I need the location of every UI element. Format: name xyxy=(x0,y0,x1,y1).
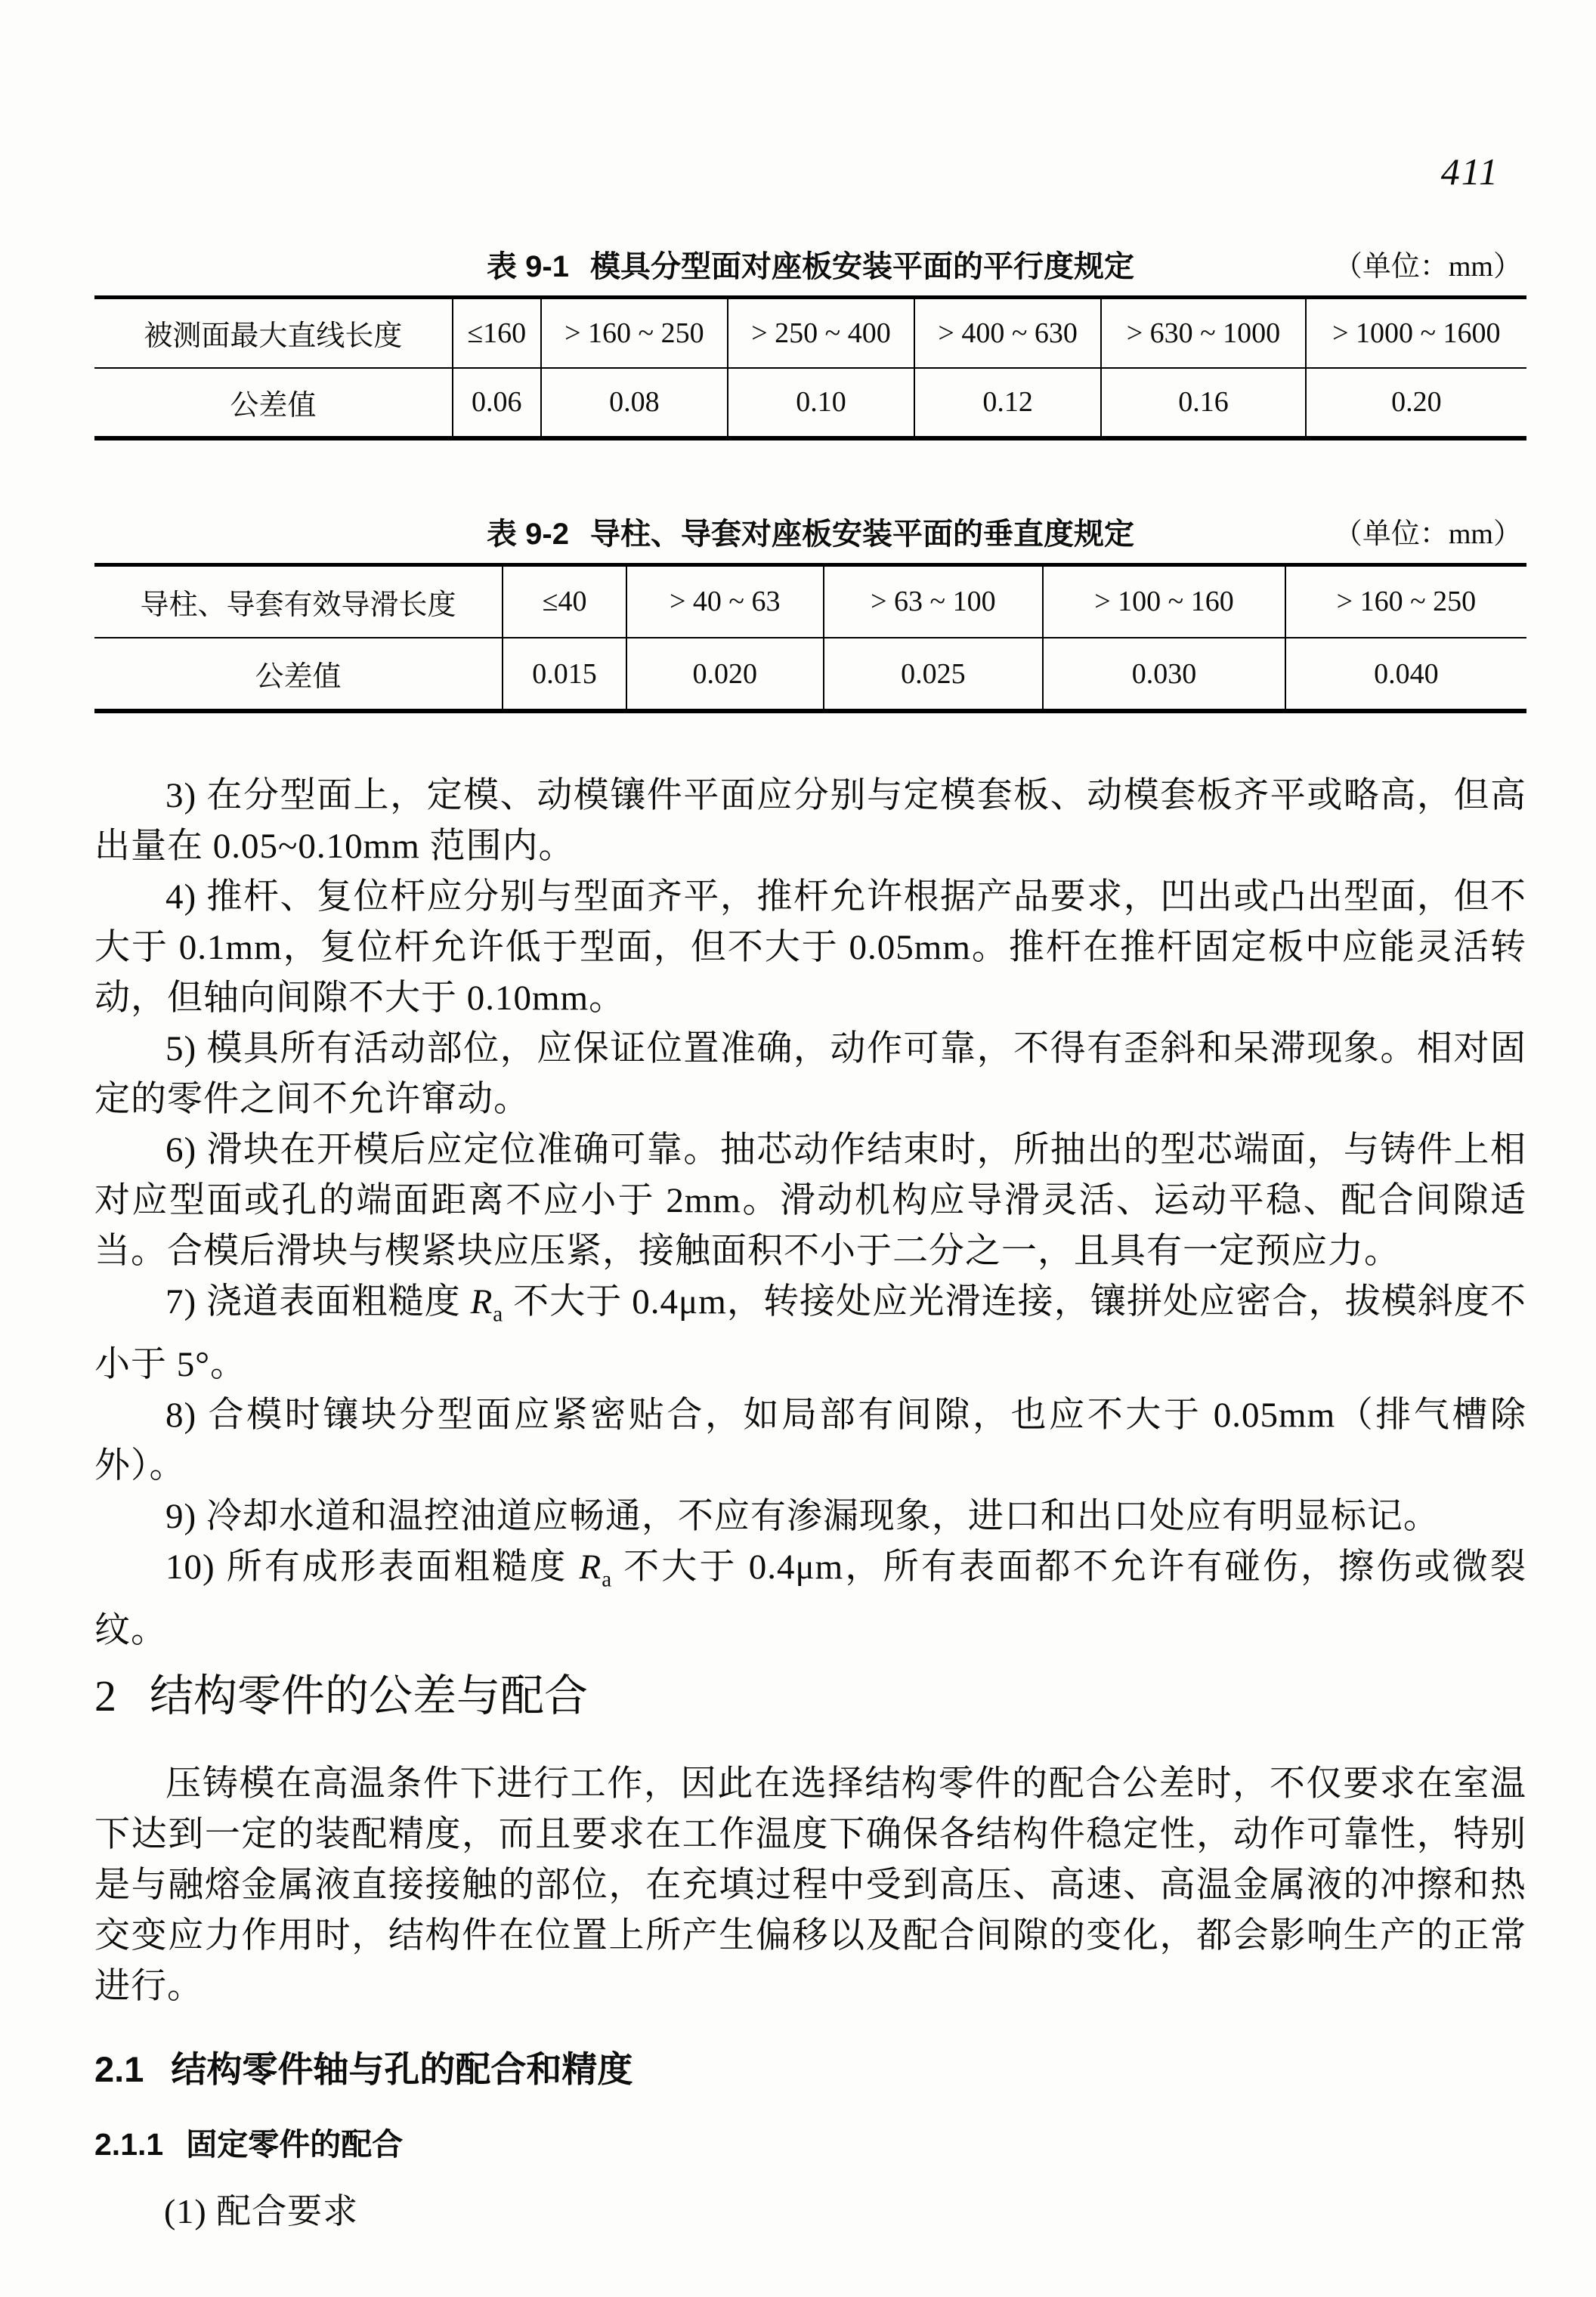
roughness-symbol: R xyxy=(579,1547,602,1587)
text-segment: 7) 浇道表面粗糙度 xyxy=(165,1282,471,1322)
section-title: 结构零件的公差与配合 xyxy=(150,1671,589,1720)
table-cell: 0.16 xyxy=(1101,368,1305,438)
table-cell: 0.20 xyxy=(1306,368,1526,438)
spacer xyxy=(94,713,1526,771)
table-cell: 导柱、导套有效导滑长度 xyxy=(94,564,503,638)
table-cell: > 630 ~ 1000 xyxy=(1101,298,1305,368)
paragraph-item-8: 8) 合模时镶块分型面应紧密贴合，如局部有间隙，也应不大于 0.05mm（排气槽除外）。 xyxy=(94,1396,1527,1486)
table-row xyxy=(94,638,1526,711)
page-content xyxy=(94,246,1526,2234)
table-cell: > 40 ~ 63 xyxy=(626,564,824,638)
paragraph-item-3: 3) 在分型面上，定模、动模镶件平面应分别与定模套板、动模套板齐平或略高，但高出量在 0.05~0.10mm 范围内。 xyxy=(94,776,1526,866)
table-cell: 公差值 xyxy=(230,389,317,422)
intro-paragraph: 压铸模在高温条件下进行工作，因此在选择结构零件的配合公差时，不仅要求在室温下达到一定的装配精度，而且要求在工作温度下确保各结构件稳定性，动作可靠性，特别是与融熔金属液直接接触的部位，在充填过程中受到高压、高速、高温金属液的冲擦和热交变应力作用时，结构件在位置上所产生偏移以及配合间隙的变化，都会影响生产的正常进行。 xyxy=(94,1764,1526,2006)
table-cell: > 400 ~ 630 xyxy=(914,298,1101,368)
section-number: 2.1 xyxy=(94,2048,144,2089)
paragraph-item-7 xyxy=(94,1277,1526,1390)
table-unit-note: （单位：mm） xyxy=(1333,251,1522,283)
table-9-1 xyxy=(94,295,1526,441)
spacer xyxy=(94,441,1526,513)
roughness-subscript: a xyxy=(602,1567,613,1592)
section-number: 2 xyxy=(94,1671,116,1720)
table-row xyxy=(94,368,1526,438)
table-cell: 0.025 xyxy=(824,638,1044,711)
text-segment: 不大于 0.4μm，转接处应光滑连接，镶拼处应密合，拔模斜度不小于 5°。 xyxy=(94,1282,1526,1385)
table-cell: 0.08 xyxy=(541,368,728,438)
table-caption-title: 模具分型面对座板安装平面的平行度规定 xyxy=(589,250,1134,283)
section-heading-2-1-1 xyxy=(94,2124,1526,2165)
section-heading-2-1 xyxy=(94,2047,1526,2092)
roughness-subscript: a xyxy=(493,1302,504,1327)
table-cell: 0.040 xyxy=(1285,638,1526,711)
section-title: 固定零件的配合 xyxy=(186,2126,404,2162)
paragraph-item-4: 4) 推杆、复位杆应分别与型面齐平，推杆允许根据产品要求，凹出或凸出型面，但不大于 0.1mm，复位杆允许低于型面，但不大于 0.05mm。推杆在推杆固定板中应能灵活转动，但轴向间隙不大于 0.10mm。 xyxy=(94,877,1526,1018)
table-cell: > 160 ~ 250 xyxy=(541,298,728,368)
table-cell: > 1000 ~ 1600 xyxy=(1306,298,1526,368)
table-cell: 0.020 xyxy=(626,638,824,711)
paragraph-item-6: 6) 滑块在开模后应定位准确可靠。抽芯动作结束时，所抽出的型芯端面，与铸件上相对应型面或孔的端面距离不应小于 2mm。滑动机构应导滑灵活、运动平稳、配合间隙适当。合模后滑块与楔紧块应压紧，接触面积不小于二分之一，且具有一定预应力。 xyxy=(94,1130,1526,1271)
table-row xyxy=(94,298,1526,368)
table-unit-note: （单位：mm） xyxy=(1333,518,1522,550)
page-number: 411 xyxy=(1440,150,1499,193)
table-cell: ≤40 xyxy=(503,564,626,638)
table-cell: > 160 ~ 250 xyxy=(1285,564,1526,638)
section-heading-2 xyxy=(94,1670,1526,1723)
paragraph-item-5: 5) 模具所有活动部位，应保证位置准确，动作可靠，不得有歪斜和呆滞现象。相对固定的零件之间不允许窜动。 xyxy=(94,1029,1526,1119)
table-cell: 0.030 xyxy=(1043,638,1285,711)
table-cell: > 100 ~ 160 xyxy=(1043,564,1285,638)
subitem-1-heading: (1) 配合要求 xyxy=(164,2191,359,2231)
table-caption-label: 表 9-1 xyxy=(487,250,569,283)
table-caption-title: 导柱、导套对座板安装平面的垂直度规定 xyxy=(589,517,1134,551)
table-cell: 被测面最大直线长度 xyxy=(94,298,453,368)
section-title: 结构零件轴与孔的配合和精度 xyxy=(171,2048,633,2089)
table-cell: 0.015 xyxy=(503,638,626,711)
table-9-1-caption xyxy=(94,246,1526,288)
table-cell: 0.12 xyxy=(914,368,1101,438)
roughness-symbol: R xyxy=(470,1282,493,1322)
table-cell: ≤160 xyxy=(453,298,541,368)
table-9-2 xyxy=(94,563,1526,714)
table-caption-label: 表 9-2 xyxy=(487,517,569,551)
table-cell: 公差值 xyxy=(255,661,342,693)
requirements-list xyxy=(94,771,1526,1656)
paragraph-item-9: 9) 冷却水道和温控油道应畅通，不应有渗漏现象，进口和出口处应有明显标记。 xyxy=(165,1497,1440,1537)
table-9-2-caption xyxy=(94,513,1526,555)
text-segment: 不大于 0.4μm，所有表面都不允许有碰伤，擦伤或微裂纹。 xyxy=(94,1547,1526,1650)
table-cell: > 250 ~ 400 xyxy=(728,298,914,368)
table-cell: 0.06 xyxy=(453,368,541,438)
table-cell: 0.10 xyxy=(728,368,914,438)
table-cell: > 63 ~ 100 xyxy=(824,564,1044,638)
text-segment: 10) 所有成形表面粗糙度 xyxy=(165,1547,580,1587)
section-number: 2.1.1 xyxy=(94,2126,164,2162)
table-row xyxy=(94,564,1526,638)
paragraph-item-10 xyxy=(94,1542,1526,1656)
section-2-intro xyxy=(94,1759,1526,2012)
